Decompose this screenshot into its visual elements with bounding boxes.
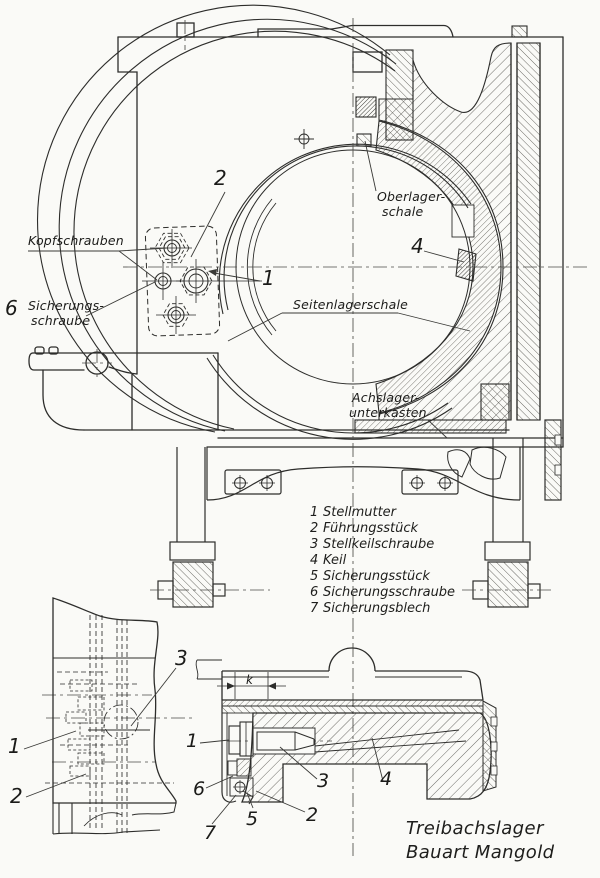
- label-oberlagerschale-1: Oberlager-: [377, 189, 446, 204]
- legend-num: 2: [310, 521, 319, 536]
- sectionview-label-4: 4: [380, 768, 393, 790]
- label-sicherungsschraube-1: Sicherungs-: [28, 298, 105, 313]
- section-view: [196, 648, 497, 804]
- label-num-1: 1: [262, 266, 275, 290]
- sideview-label-3: 3: [175, 646, 188, 670]
- legend-item: [310, 537, 455, 553]
- legend-name: Sicherungsschraube: [323, 585, 456, 600]
- sectionview-label-5: 5: [246, 808, 259, 830]
- label-kopfschrauben: Kopfschrauben: [28, 233, 124, 248]
- legend-name: Stellmutter: [323, 505, 397, 520]
- drawing-title-line1: Treibachslager: [406, 818, 544, 839]
- legend-num: 5: [310, 569, 319, 584]
- side-view: [45, 598, 176, 834]
- sideview-label-1: 1: [8, 734, 21, 758]
- legend-num: 7: [310, 601, 319, 616]
- legend-name: Führungsstück: [323, 521, 419, 536]
- sectionview-label-7: 7: [204, 822, 217, 844]
- sideview-label-2: 2: [10, 784, 23, 808]
- legend-name: Sicherungsstück: [323, 569, 430, 584]
- legend-item: [310, 585, 455, 601]
- label-num-2: 2: [214, 166, 227, 190]
- legend-item: [310, 505, 455, 521]
- legend-item: [310, 553, 455, 569]
- label-oberlagerschale-2: schale: [382, 204, 424, 219]
- legend-item: [310, 601, 455, 617]
- sectionview-label-2: 2: [306, 804, 319, 826]
- legend-name: Keil: [323, 553, 347, 568]
- legend-name: Sicherungsblech: [323, 601, 431, 616]
- legend-name: Stellkeilschraube: [323, 537, 435, 552]
- dimension-k-label: k: [246, 673, 254, 687]
- sectionview-label-1: 1: [186, 730, 199, 752]
- section-hatch-areas: [355, 26, 540, 433]
- label-num-4: 4: [411, 234, 424, 258]
- legend-num: 3: [310, 537, 319, 552]
- drawing-title-line2: Bauart Mangold: [406, 842, 555, 863]
- label-sicherungsschraube-2: schraube: [31, 313, 91, 328]
- label-achslagerunterkasten-2: unterkasten: [349, 405, 427, 420]
- label-num-6: 6: [5, 296, 18, 320]
- label-seitenlagerschale: Seitenlagerschale: [293, 297, 409, 312]
- legend-item: [310, 569, 455, 585]
- sectionview-label-6: 6: [193, 778, 206, 800]
- label-achslagerunterkasten-1: Achslager-: [352, 390, 420, 405]
- survey-mark: [294, 129, 314, 149]
- legend-item: [310, 521, 455, 537]
- legend-num: 1: [310, 505, 319, 520]
- sectionview-label-3: 3: [317, 770, 330, 792]
- bolt-cluster: [142, 226, 262, 336]
- legend-num: 4: [310, 553, 319, 568]
- legend-num: 6: [310, 585, 319, 600]
- parts-legend: [310, 505, 455, 617]
